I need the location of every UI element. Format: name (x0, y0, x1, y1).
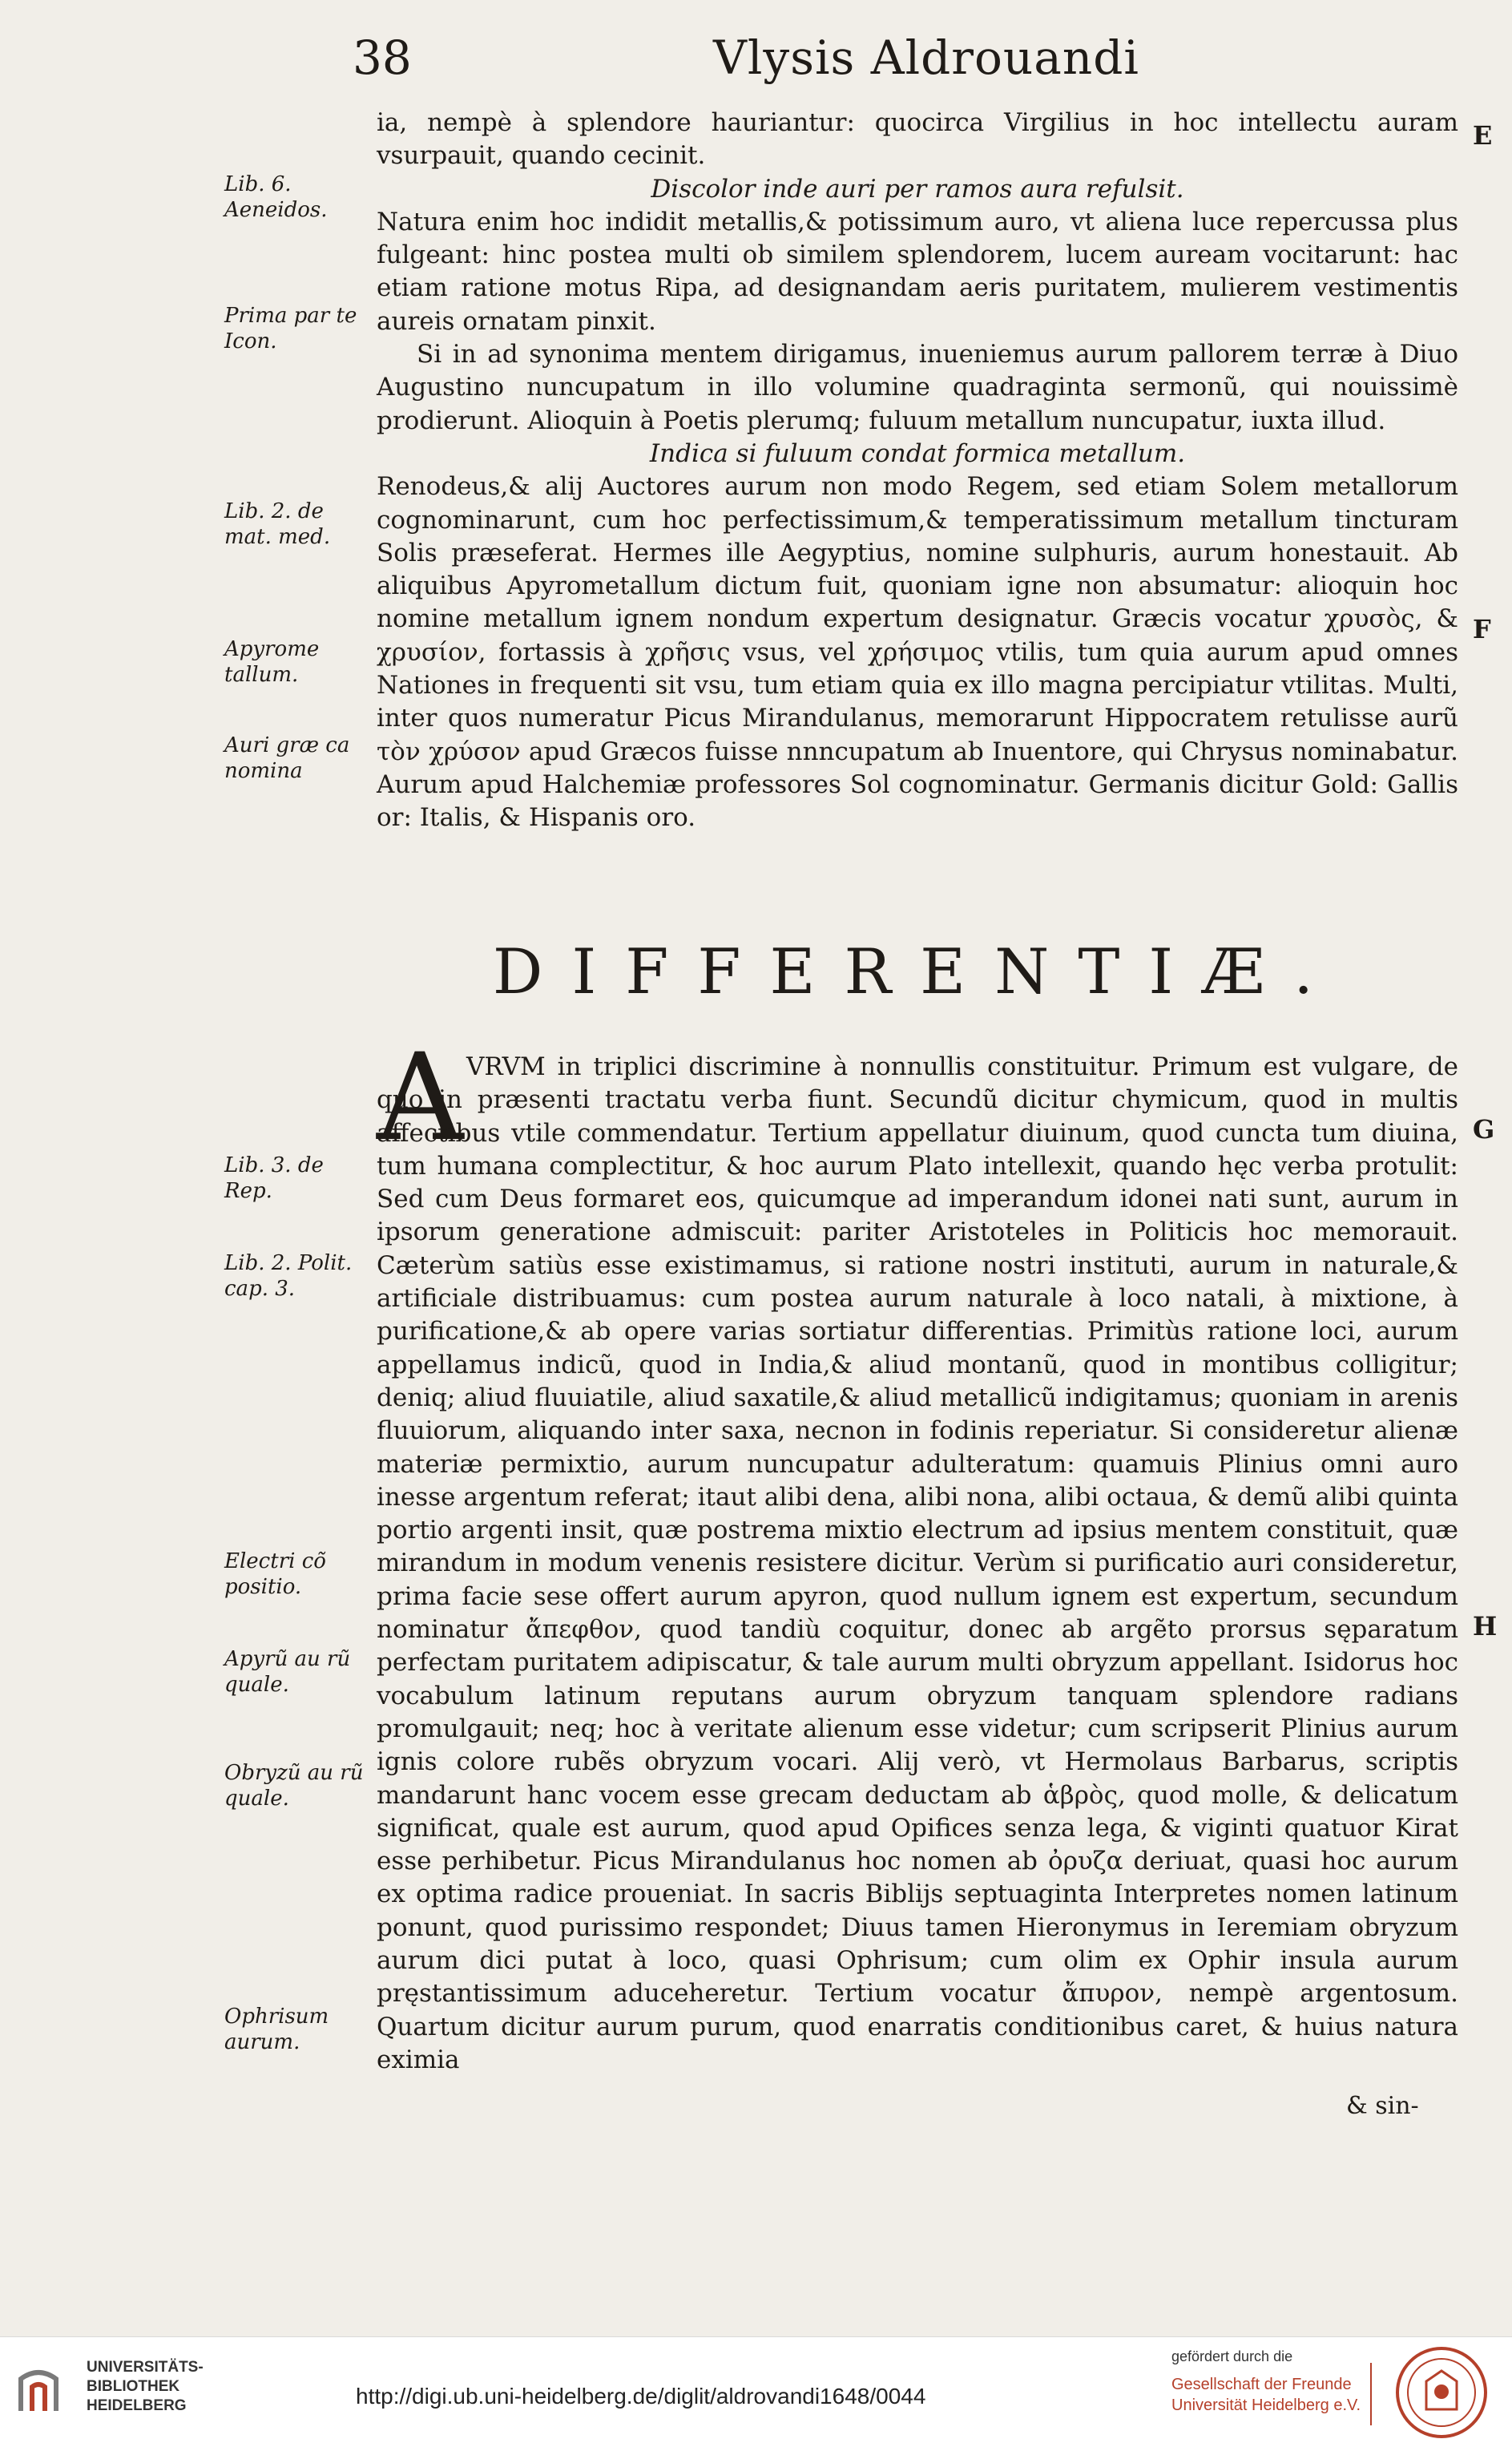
paragraph: ia, nempè à splendore hauriantur: quocirca Virgilius in hoc intellectu auram vsurpauit, quando cecinit. (377, 108, 1458, 171)
paragraph: Renodeus,& alij Auctores aurum non modo Regem, sed etiam Solem metallorum cognominarunt, cum hoc perfectissimum,& temperatissimum metallum tincturam Solis præseferat. Hermes ille Aegyptius, nomine sulphuris, aurum honestauit. Ab aliquibus Apyrometallum dictum fuit, quoniam igne non absumatur: alioquin hoc nomine metallum ignem nondum expertum designatur. Græcis vocatur χρυσὸς, & χρυσίον, fortassis à χρῆσις vsus, vel χρήσιμος vtilis, tum quia aurum apud omnes Nationes in frequenti sit vsu, tum etiam quia ex illo magna percipiatur vtilitas. Multi, inter quos numeratur Picus Mirandulanus, memorarunt Hippocratem retulisse aurũ τὸν χρύσον apud Græcos fuisse nnncupatum ab Inuentore, qui Chrysus nominabatur. Aurum apud Halchemiæ professores Sol cognominatur. Germanis dicitur Gold: Gallis or: Italis, & Hispanis oro. (377, 472, 1458, 833)
society-name: Gesellschaft der Freunde Universität Heidelberg e.V. (1171, 2376, 1361, 2414)
margin-note: Obryzũ au rũ quale. (224, 1761, 364, 1811)
funded-by-label: gefördert durch die (1171, 2348, 1293, 2364)
paragraph: Natura enim hoc indidit metallis,& potissimum auro, vt aliena luce repercussa plus fulgeant: hinc postea multi ob similem splendorem, lucem auream vocitarunt: hac etiam ratione motus Ripa, ad designandam aeris puritatem, mulierem vestimentis aureis ornatam pinxit. (377, 207, 1458, 336)
page-header (353, 30, 1410, 95)
margin-note: Auri græ ca nomina (224, 733, 350, 783)
margin-note: Electri cõ positio. (224, 1549, 326, 1599)
section-letter: G (1473, 1114, 1495, 1145)
margin-note: Apyrome tallum. (224, 637, 320, 687)
margin-note: Lib. 2. Polit. cap. 3. (224, 1251, 353, 1301)
library-logo-icon (14, 2361, 62, 2417)
margin-note: Ophrisum aurum. (224, 2005, 329, 2054)
drop-cap: A (377, 1028, 464, 1168)
body-text-top (377, 107, 1458, 835)
section-heading: DIFFERENTIÆ. (492, 936, 1343, 1008)
permalink-url[interactable]: http://digi.ub.uni-heidelberg.de/diglit/aldrovandi1648/0044 (356, 2384, 926, 2409)
viewer-footer (0, 2336, 1512, 2443)
catchword: & sin- (1346, 2092, 1419, 2120)
section-letter: H (1473, 1611, 1498, 1641)
section-letter: F (1473, 614, 1491, 644)
margin-note: Lib. 6. Aeneidos. (224, 172, 328, 222)
footer-divider (1370, 2363, 1372, 2425)
university-seal-icon (1394, 2345, 1489, 2440)
running-title: Vlysis Aldrouandi (713, 30, 1139, 85)
margin-note: Lib. 3. de Rep. (224, 1153, 324, 1203)
library-name: UNIVERSITÄTS- BIBLIOTHEK HEIDELBERG (87, 2359, 204, 2414)
paragraph: VRVM in triplici discrimine à nonnullis constituitur. Primum est vulgare, de quo in præsenti tractatu verba fiunt. Secundũ dicitur chymicum, quod in multis affectibus vtile commendatur. Tertium appellatur diuinum, quod cuncta tum diuina, tum humana complectitur, & hoc aurum Plato intellexit, quando hęc verba protulit: Sed cum Deus formaret eos, quicumque ad imperandum idonei nati sunt, aurum in ipsorum generatione admiscuit: pariter Aristoteles in Politicis hoc memorauit. Cæterùm satiùs esse existimamus, si ratione nostri instituti, aurum in naturale,& artificiale distribuamus: cum postea aurum naturale à loco natali, à mixtione, à purificatione,& ab opere varias sortiatur differentias. Primitùs ratione loci, aurum appellamus indicũ, quod in India,& aliud montanũ, quod in montibus colligitur; deniq; aliud fluuiatile, aliud saxatile,& aliud metallicũ indigitamus; quoniam in arenis fluuiorum, aliquando inter saxa, necnon in fodinis reperiatur. Si consideretur alienæ materiæ permixtio, aurum nuncupatur adulteratum: quamuis Plinius omni auro inesse argentum referat; itaut alibi dena, alibi nona, alibi octaua, & demũ alibi quinta portio argenti insit, quæ postrema mixtio electrum ad ipsius mentem constituit, quæ mirandum in modum venenis resistere dicitur. Verùm si purificatio auri consideretur, prima facie sese offert aurum apyron, quod nullum ignem est expertum, secundum nominatur ἄπεφθον, quod tandiù coquitur, donec ab argẽto prorsus sęparatum perfectam puritatem adipiscatur, & tale aurum multi obryzum appellant. Isidorus hoc vocabulum latinum reputans aurum obryzum tanquam splendore radians promulgauit; neq; hoc à veritate alienum esse videtur; cum scripserit Plinius aurum ignis colore rubẽs obryzum vocari. Alij verò, vt Hermolaus Barbarus, scriptis mandarunt hanc vocem esse grecam deductam ab ἁβρὸς, quod molle, & delicatum significat, quale est aurum, quod apud Opifices senza lega, & viginti quatuor Kirat esse perhibetur. Picus Mirandulanus hoc nomen ab ὀρυζα deriuat, quasi hoc aurum ex optima radice proueniat. In sacris Biblijs septuaginta Interpretes nomen latinum ponunt, quod purissimo respondet; Diuus tamen Hieronymus in Ieremiam obryzum aurum dici putat à loco, quasi Ophrisum; cum olim ex Ophir insula aurum pręstantissimum aduceheretur. Tertium vocatur ἄπυρον, nempè argentosum. Quartum dicitur aurum purum, quod enarratis conditionibus caret, & huius natura eximia (377, 1052, 1458, 2074)
paragraph: Si in ad synonima mentem dirigamus, inueniemus aurum pallorem terræ à Diuo Augustino nuncupatum in illo volumine quadraginta sermonũ, qui nouissimè prodierunt. Alioquin à Poetis plerumq; fuluum metallum nuncupatur, iuxta illud. (377, 340, 1458, 435)
verse-quote: Indica si fuluum condat formica metallum. (649, 438, 1186, 468)
margin-note: Apyrũ au rũ quale. (224, 1647, 351, 1697)
verse-quote: Discolor inde auri per ramos aura refulsit. (651, 174, 1184, 204)
margin-note: Lib. 2. de mat. med. (224, 499, 331, 549)
page-number: 38 (353, 30, 412, 85)
body-text-bottom (377, 1051, 1458, 2077)
section-letter: E (1473, 120, 1493, 151)
margin-note: Prima par te Icon. (224, 304, 357, 353)
